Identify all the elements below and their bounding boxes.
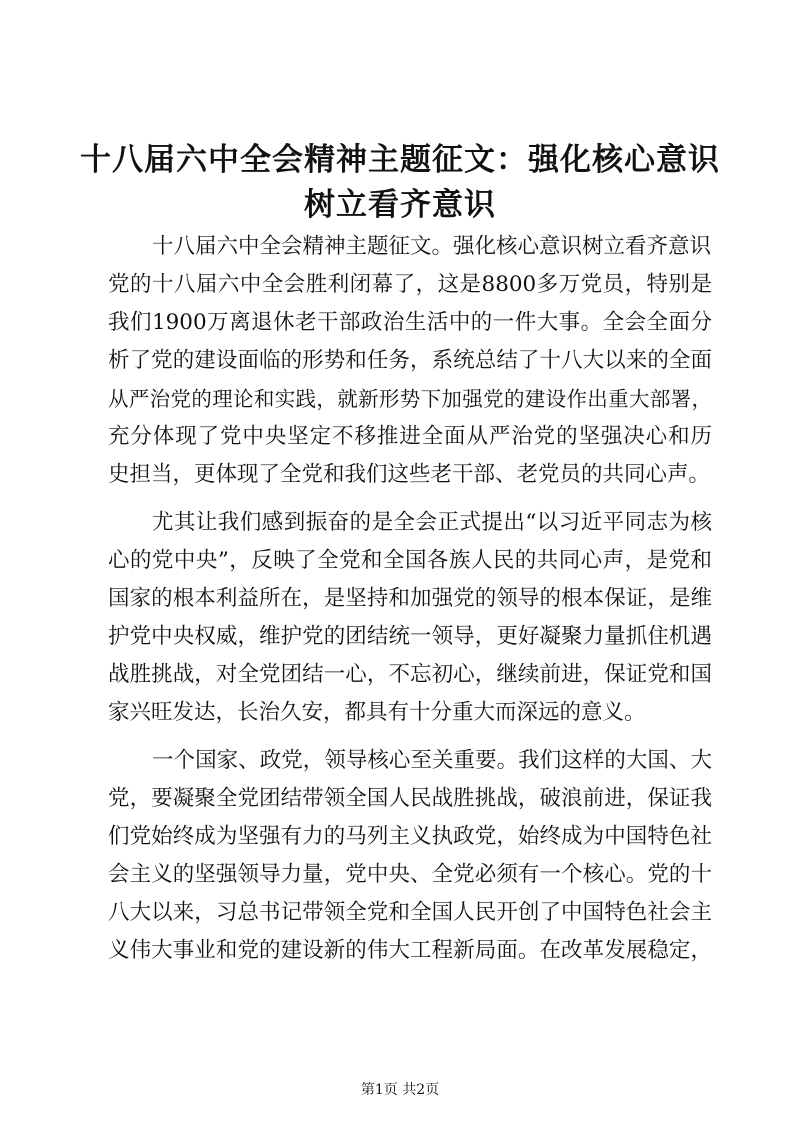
- text-line: 从严治党的理论和实践，就新形势下加强党的建设作出重大部署，: [108, 387, 712, 411]
- text-line: 一个国家、政党，领导核心至关重要。我们这样的大国、大: [152, 748, 712, 773]
- text-line: 充分体现了党中央坚定不移推进全面从严治党的坚强决心和历: [108, 424, 712, 449]
- text-line: 会主义的坚强领导力量，党中央、全党必须有一个核心。党的十: [108, 862, 712, 887]
- text-line: 义伟大事业和党的建设新的伟大工程新局面。在改革发展稳定，: [108, 938, 712, 963]
- page-number-footer: 第1页 共2页: [360, 1082, 440, 1098]
- text-line: 党，要凝聚全党团结带领全国人民战胜挑战，破浪前进，保证我: [108, 786, 712, 811]
- text-line: 史担当，更体现了全党和我们这些老干部、老党员的共同心声。: [108, 462, 711, 487]
- text-line: 十八届六中全会精神主题征文。强化核心意识树立看齐意识: [152, 234, 712, 259]
- document-title-line-2: 树立看齐意识: [304, 187, 496, 223]
- text-line: 们党始终成为坚强有力的马列主义执政党，始终成为中国特色社: [108, 824, 712, 849]
- text-line: 护党中央权威，维护党的团结统一领导，更好凝聚力量抓住机遇: [108, 624, 712, 649]
- text-line: 家兴旺发达，长治久安，都具有十分重大而深远的意义。: [108, 700, 646, 725]
- text-line: 八大以来，习总书记带领全党和全国人民开创了中国特色社会主: [108, 900, 712, 925]
- document-title-line-1: 十八届六中全会精神主题征文：强化核心意识: [80, 142, 720, 178]
- text-line: 战胜挑战，对全党团结一心，不忘初心，继续前进，保证党和国: [108, 662, 712, 687]
- text-line: 国家的根本利益所在，是坚持和加强党的领导的根本保证，是维: [108, 586, 712, 611]
- text-line: 党的十八届六中全会胜利闭幕了，这是8800多万党员，特别是: [108, 272, 712, 297]
- text-line: 我们1900万离退休老干部政治生活中的一件大事。全会全面分: [108, 310, 712, 335]
- text-line: 心的党中央”，反映了全党和全国各族人民的共同心声，是党和: [108, 548, 712, 573]
- text-line: 析了党的建设面临的形势和任务，系统总结了十八大以来的全面: [108, 348, 712, 373]
- text-line: 尤其让我们感到振奋的是全会正式提出“以习近平同志为核: [152, 510, 712, 535]
